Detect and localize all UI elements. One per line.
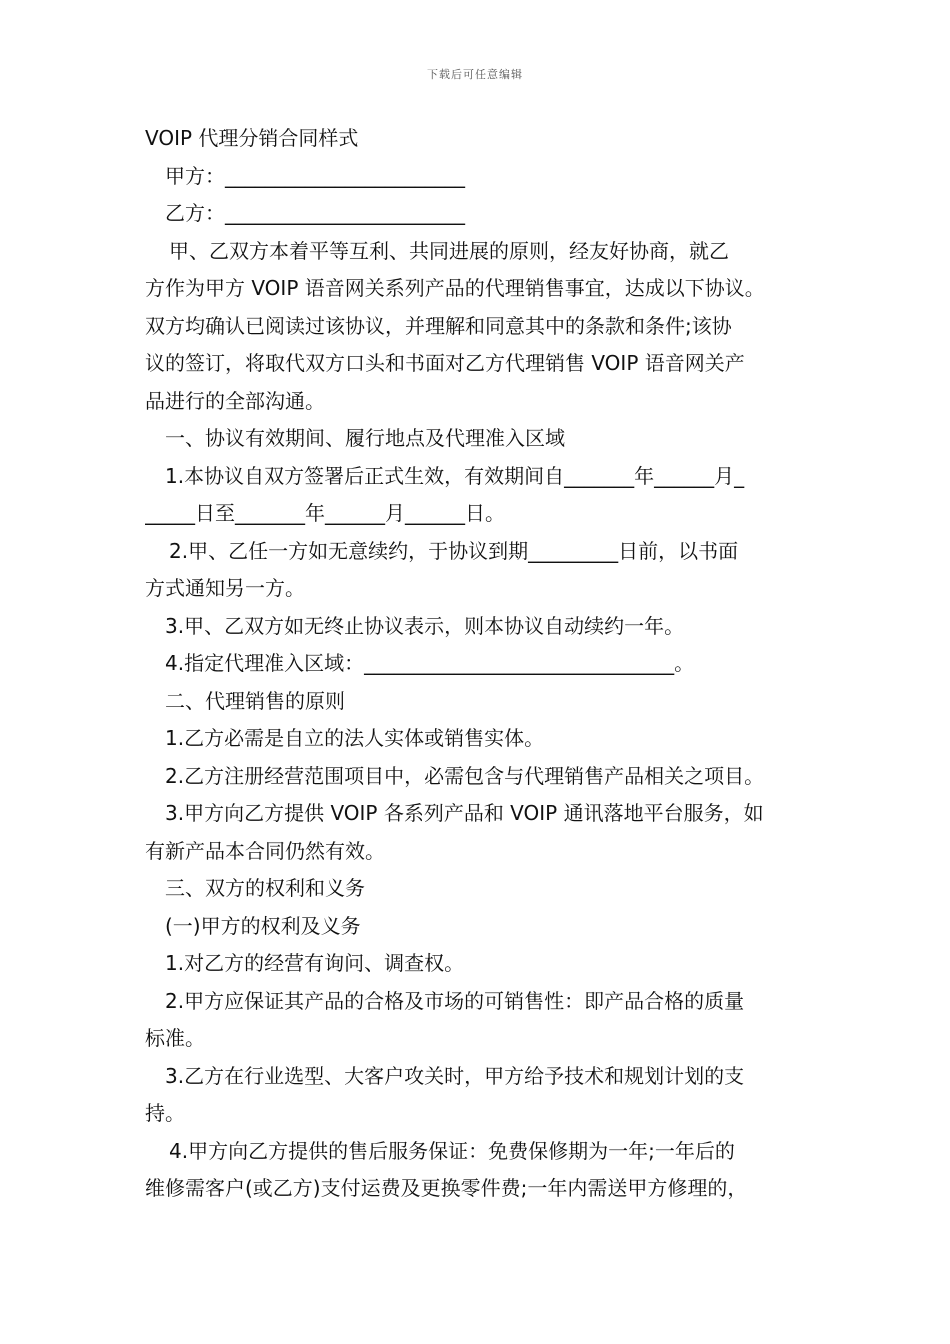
clause-line: 2.甲、乙任一方如无意续约，于协议到期_________日前，以书面 [169,538,739,563]
clause-line: 4.指定代理准入区域：_______________________________。 [165,651,695,675]
party-b-line: 乙方：________________________ [165,201,465,225]
paragraph-line: 甲、乙双方本着平等互利、共同进展的原则，经友好协商，就乙 [169,238,729,263]
paragraph-line: 品进行的全部沟通。 [145,388,325,413]
clause-line: 维修需客户(或乙方)支付运费及更换零件费;一年内需送甲方修理的， [145,1176,748,1200]
section-heading: 一、协议有效期间、履行地点及代理准入区域 [165,426,565,450]
clause-line: 标准。 [145,1026,205,1050]
clause-line: 1.本协议自双方签署后正式生效，有效期间自_______年______月_ [165,463,745,488]
clause-line: _____日至_______年______月______日。 [145,501,505,525]
clause-line: 3.甲、乙双方如无终止协议表示，则本协议自动续约一年。 [165,613,685,638]
section-heading: 三、双方的权利和义务 [165,876,365,900]
section-heading: 二、代理销售的原则 [165,688,345,713]
clause-line: 方式通知另一方。 [145,576,305,600]
document-body [145,120,815,1208]
paragraph-line: 双方均确认已阅读过该协议，并理解和同意其中的条款和条件;该协 [145,313,732,338]
clause-line: 2.甲方应保证其产品的合格及市场的可销售性：即产品合格的质量 [165,988,745,1013]
clause-line: 3.甲方向乙方提供 VOIP 各系列产品和 VOIP 通讯落地平台服务，如 [165,801,764,825]
clause-line: 1.乙方必需是自立的法人实体或销售实体。 [165,726,545,750]
page-header: 下载后可任意编辑 [427,68,523,81]
clause-line: 有新产品本合同仍然有效。 [145,838,385,863]
clause-line: 1.对乙方的经营有询问、调查权。 [165,951,465,975]
clause-line: 2.乙方注册经营范围项目中，必需包含与代理销售产品相关之项目。 [165,763,765,788]
clause-line: 4.甲方向乙方提供的售后服务保证：免费保修期为一年;一年后的 [169,1138,735,1163]
clause-line: 持。 [145,1101,185,1125]
document-title: VOIP 代理分销合同样式 [145,126,359,150]
party-a-line: 甲方：________________________ [165,163,465,188]
paragraph-line: 议的签订，将取代双方口头和书面对乙方代理销售 VOIP 语音网关产 [145,351,745,375]
subsection-heading: (一)甲方的权利及义务 [165,913,361,938]
clause-line: 3.乙方在行业选型、大客户攻关时，甲方给予技术和规划计划的支 [165,1063,745,1088]
paragraph-line: 方作为甲方 VOIP 语音网关系列产品的代理销售事宜，达成以下协议。 [145,276,765,300]
